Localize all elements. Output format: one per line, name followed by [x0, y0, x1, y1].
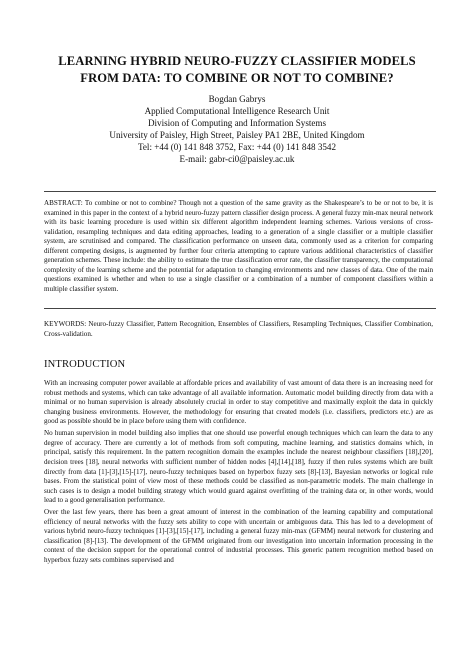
keywords-text: KEYWORDS: Neuro-fuzzy Classifier, Pattern Recognition, Ensembles of Classifiers, Resampling Techniques, Classifier Combination, Cross-validation.	[44, 320, 433, 338]
author-unit: Applied Computational Intelligence Research Unit	[144, 105, 330, 116]
author-name: Bogdan Gabrys	[208, 94, 266, 104]
author-email: E-mail: gabr-ci0@paisley.ac.uk	[179, 153, 295, 164]
title-line-1: LEARNING HYBRID NEURO-FUZZY CLASSIFIER MODELS	[58, 54, 416, 68]
author-address: University of Paisley, High Street, Paisley PA1 2BE, United Kingdom	[109, 129, 365, 140]
introduction-paragraph: No human supervision in model building also implies that one should use powerful enough techniques which can learn the data to any degree of accuracy. There are currently a lot of methods from soft computing, machine learning, and statistics domains which, in principal, satisfy this requirement. In the pattern recognition domain the examples include the nearest neighbour classifiers [18],[20], decision trees [18], neural networks with sufficient number of hidden nodes [4],[14],[18], fuzzy if then rules systems which are built directly from data [1]-[3],[15]-[17], neuro-fuzzy techniques based on hyperbox fuzzy sets [8]-[13], Bayesian networks or logical rule bases. From the statistical point of view most of these methods could be classified as non-parametric models. The main challenge in such cases is to design a model building strategy which would guard against overfitting of the training data or, in other words, would lead to a good generalisation performance.	[44, 429, 433, 505]
abstract-bottom-rule	[44, 308, 436, 309]
introduction-paragraph: Over the last few years, there has been a great amount of interest in the combination of the learning capability and computational efficiency of neural networks with the fuzzy sets ability to cope with uncertain or ambiguous data. This has led to a development of various hybrid neuro-fuzzy techniques [1]-[3],[15]-[17], including a general fuzzy min-max (GFMM) neural network for clustering and classification [8]-[13]. The development of the GFMM originated from our investigation into uncertain information processing in the context of the decision support for the operational control of industrial processes. This generic pattern recognition method based on hyperbox fuzzy sets combines supervised and	[44, 508, 433, 565]
author-phone: Tel: +44 (0) 141 848 3752, Fax: +44 (0) 141 848 3542	[137, 141, 337, 152]
paper-title	[40, 53, 434, 87]
author-division: Division of Computing and Information Systems	[147, 117, 327, 128]
introduction-body	[44, 379, 433, 568]
introduction-paragraph: With an increasing computer power available at affordable prices and availability of vast amount of data there is an increasing need for robust methods and systems, which can take advantage of all available information. Automatic model building directly from data with a minimal or no human supervision is already absolutely crucial in order to stay competitive and maximally exploit the data in quickly changing business environments. However, the methodology for ensuring that created models (i.e. classifiers, predictors etc.) are as good as possible should be in place before using them with confidence.	[44, 379, 433, 426]
section-heading-introduction: INTRODUCTION	[44, 359, 126, 370]
abstract-text: ABSTRACT: To combine or not to combine? Though not a question of the same gravity as the Shakespeare’s to be or not to be, it is examined in this paper in the context of a hybrid neuro-fuzzy pattern classifier design process. A general fuzzy min-max neural network with its basic learning procedure is used within six different algorithm independent learning schemes. Various versions of cross-validation, resampling techniques and data editing approaches, leading to a generation of a single classifier or a multiple classifier system, are scrutinised and compared. The classification performance on unseen data, commonly used as a criterion for comparing different competing designs, is augmented by further four criteria attempting to capture various additional characteristics of classifier generation schemes. These include: the ability to estimate the true classification error rate, the classifier transparency, the computational complexity of the learning scheme and the potential for adaptation to changing environments and new classes of data. One of the main questions examined is whether and when to use a single classifier or a combination of a number of component classifiers within a multiple classifier system.	[44, 199, 433, 293]
abstract-top-rule	[44, 191, 436, 192]
title-line-2: FROM DATA: TO COMBINE OR NOT TO COMBINE?	[80, 71, 394, 85]
author-block	[40, 94, 434, 165]
